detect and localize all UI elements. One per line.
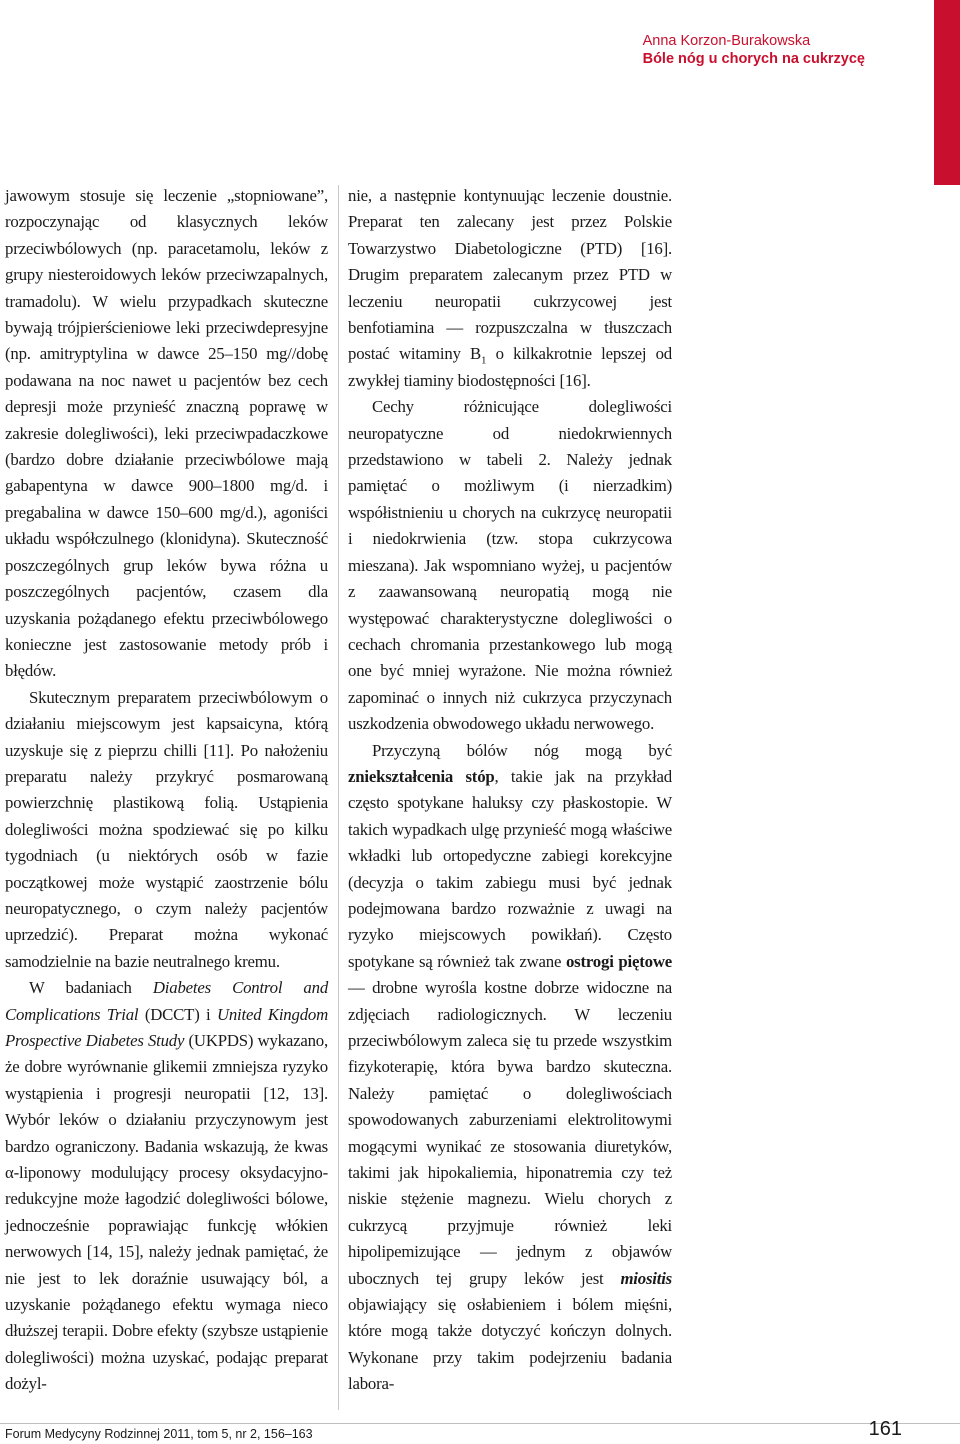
bold-term-deformities: zniekształcenia stóp	[348, 766, 495, 786]
left-column	[5, 183, 328, 1398]
right-paragraph-3	[348, 738, 672, 1398]
text-run: o kilkakrotnie lepszej od zwykłej tiaminy biodostępności [16].	[348, 344, 672, 390]
footer-rule	[0, 1423, 960, 1424]
left-paragraph-1: jawowym stosuje się leczenie „stopniowane”, rozpoczynając od klasycznych leków przeciwbólowych (np. paracetamolu, leków z grupy niesteroidowych leków przeciwzapalnych, tramadolu). W wielu przypadkach skuteczne bywają trójpierścieniowe leki przeciwdepresyjne (np. amitryptylina w dawce 25–150 mg//dobę podawana na noc nawet u pacjentów bez cech depresji może przynieść znaczną poprawę w zakresie dolegliwości), leki przeciwpadaczkowe (bardzo dobre działanie przeciwbólowe mają gabapentyna w dawce 900–1800 mg/d. i pregabalina w dawce 150–600 mg/d.), agoniści układu współczulnego (klonidyna). Skuteczność poszczególnych grup leków bywa różna u poszczególnych pacjentów, czasem dla uzyskania pożądanego efektu przeciwbólowego konieczne jest zastosowanie metody prób i błędów.	[5, 186, 328, 681]
text-run: (UKPDS) wykazano, że dobre wyrównanie glikemii zmniejsza ryzyko wystąpienia i progresji neuropatii [12, 13]. Wybór leków o działaniu przyczynowym jest bardzo ograniczony. Badania wskazują, że kwas α-liponowy modulujący procesy oksydacyjno-redukcyjne może łagodzić dolegliwości bólowe, jednocześnie poprawiając funkcję włókien nerwowych [14, 15], należy jednak pamiętać, że nie jest to lek doraźnie usuwający ból, a uzyskanie pożądanego efektu wymaga nieco dłuższej terapii. Dobre efekty (szybsze ustąpienie dolegliwości) można uzyskać, podając preparat dożyl-	[5, 1031, 328, 1394]
right-column	[348, 183, 672, 1398]
running-header	[643, 32, 865, 68]
header-author: Anna Korzon-Burakowska	[642, 33, 811, 49]
left-paragraph-2: Skutecznym preparatem przeciwbólowym o działaniu miejscowym jest kapsaicyna, którą uzyskuje się z pieprzu chilli [11]. Po nałożeniu preparatu należy przykryć posmarowaną powierzchnię plastikową folią. Ustąpienia dolegliwości można spodziewać się po kilku tygodniach (u niektórych osób w fazie początkowej może wystąpić zaostrzenie bólu neuropatycznego, o czym należy pacjentów uprzedzić). Preparat można wykonać samodzielnie na bazie neutralnego kremu.	[5, 687, 328, 971]
text-run: W badaniach	[29, 978, 153, 998]
bold-term-heel-spurs: ostrogi piętowe	[565, 951, 672, 971]
text-run: objawiający się osłabieniem i bólem mięśni, które mogą także dotyczyć kończyn dolnych. Wykonane przy takim podejrzeniu badania labora-	[348, 1295, 672, 1394]
bold-italic-term-miositis: miositis	[620, 1268, 672, 1288]
text-run: nie, a następnie kontynuując leczenie doustnie. Preparat ten zalecany jest przez Polskie Towarzystwo Diabetologiczne (PTD) [16]. Drugim preparatem zalecanym przez PTD w leczeniu neuropatii cukrzycowej jest benfotiamina — rozpuszczalna w tłuszczach postać witaminy B	[348, 186, 672, 364]
left-paragraph-3	[5, 975, 328, 1398]
text-run: (DCCT) i	[138, 1004, 217, 1024]
trial-name-ukpds: United Kingdom Prospective Diabetes Study	[5, 1004, 328, 1050]
footer-journal: Forum Medycyny Rodzinnej 2011, tom 5, nr 2, 156–163	[5, 1427, 313, 1441]
page-number: 161	[868, 1418, 902, 1440]
text-run: Przyczyną bólów nóg mogą być	[372, 740, 672, 760]
right-paragraph-1	[348, 183, 672, 394]
text-run: — drobne wyrośla kostne dobrze widoczne na zdjęciach radiologicznych. W leczeniu przeciwbólowym zaleca się tu przede wszystkim fizykoterapię, która bywa bardzo skuteczna. Należy pamiętać o dolegliwościach spowodowanych zaburzeniami elektrolitowymi mogącymi wynikać ze stosowania diuretyków, takimi jak hipokaliemia, hiponatremia czy też niskie stężenie magnezu. Wielu chorych z cukrzycą przyjmuje również leki hipolipemizujące — jednym z objawów ubocznych tej grupy leków jest	[348, 978, 672, 1288]
header-accent-bar	[934, 0, 960, 185]
right-paragraph-2: Cechy różnicujące dolegliwości neuropatyczne od niedokrwiennych przedstawiono w tabeli 2. Należy jednak pamiętać o możliwym (i nierzadkim) współistnieniu u chorych na cukrzycę neuropatii i niedokrwienia (tzw. stopa cukrzycowa mieszana). Jak wspomniano wyżej, u pacjentów z zaawansowaną neuropatią mogą nie występować charakterystyczne dolegliwości o cechach chromania przestankowego lub mogą one być mniej wyrażone. Nie można również zapominać o innych niż cukrzyca przyczynach uszkodzenia obwodowego układu nerwowego.	[348, 397, 672, 734]
text-run: , takie jak na przykład często spotykane haluksy czy płaskostopie. W takich wypadkach ulgę przynieść mogą właściwe wkładki lub ortopedyczne zabiegi korekcyjne (decyzja o takim zabiegu musi być jednak podejmowana bardzo rozważnie z uwagi na ryzyko miejscowych powikłań). Często spotykane są również tak zwane	[348, 766, 672, 971]
trial-name-dcct: Diabetes Control and Complications Trial	[5, 978, 329, 1024]
subscript: 1	[481, 354, 487, 367]
column-divider	[338, 185, 339, 1410]
header-title: Bóle nóg u chorych na cukrzycę	[642, 51, 865, 67]
